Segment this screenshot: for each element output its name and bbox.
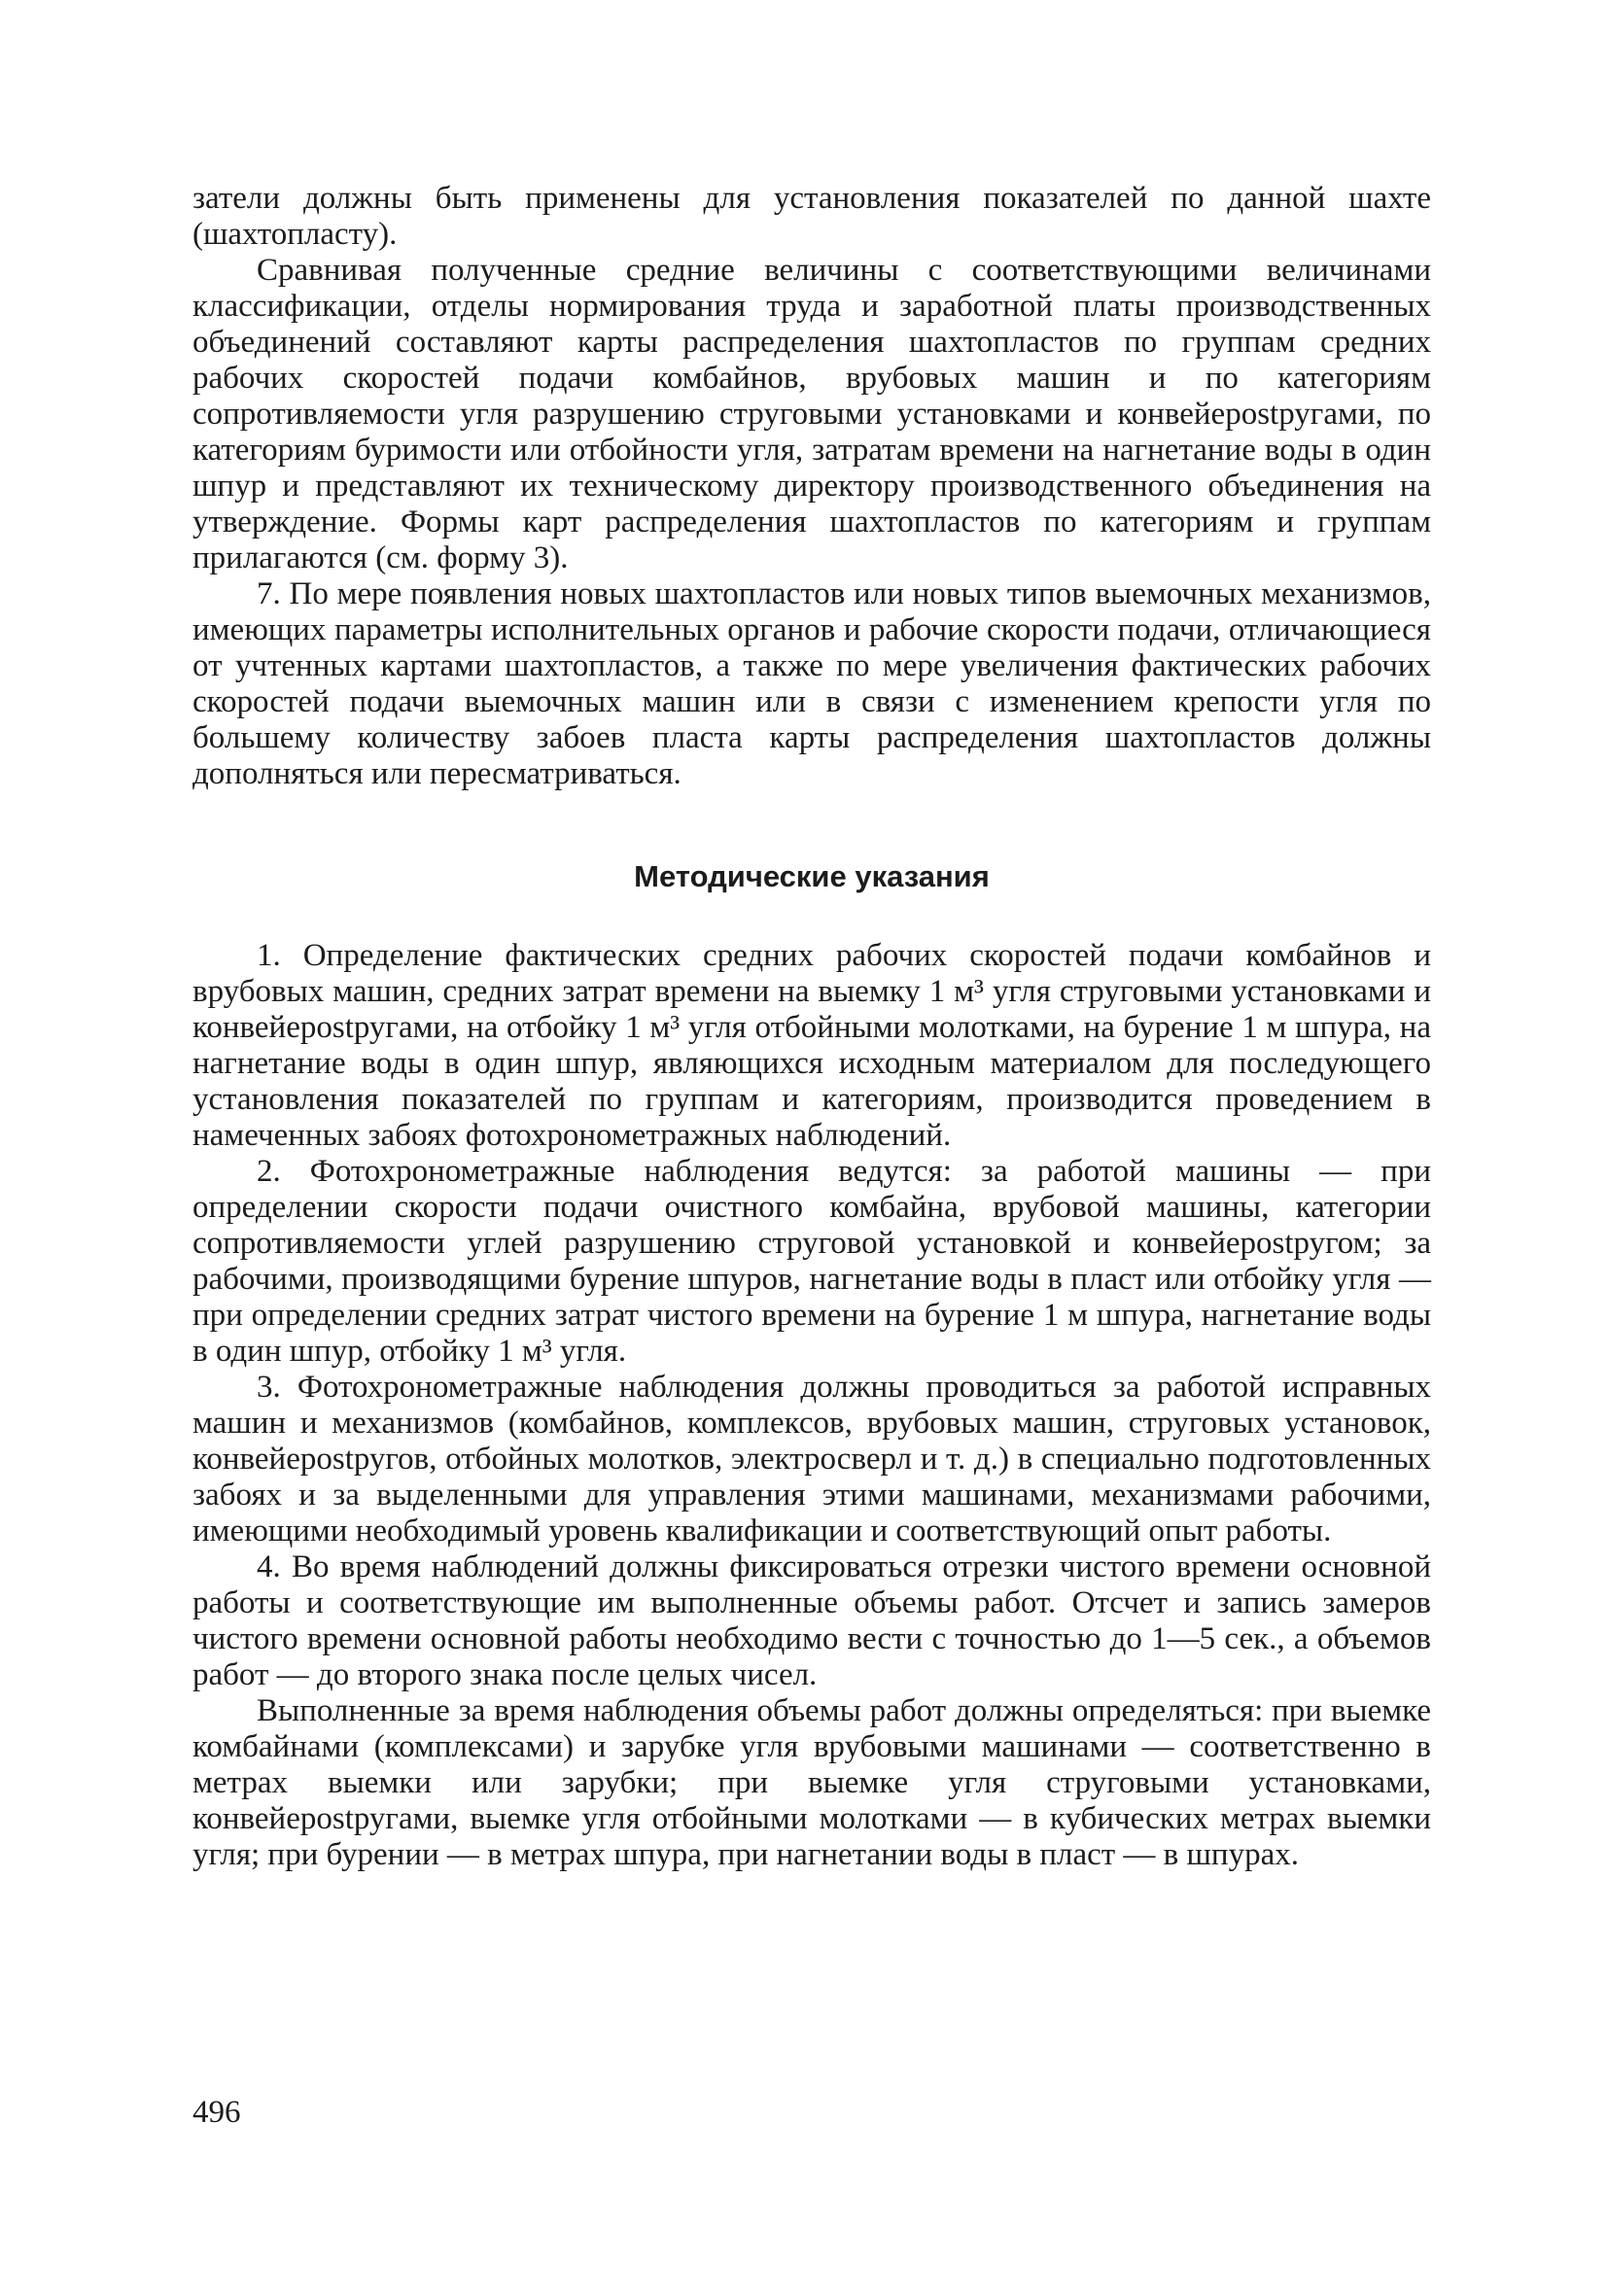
paragraph-item-4: 4. Во время наблюдений должны фиксироваться отрезки чистого времени основной работы и соответствующие им выполненные объемы работ. Отсчет и запись замеров чистого времени основной работы необходимо вести с точностью до 1—5 сек., а объемов работ — до второго знака после целых чисел. bbox=[192, 1549, 1431, 1692]
page-number: 496 bbox=[192, 2095, 241, 2130]
section-heading: Методические указания bbox=[634, 859, 990, 893]
paragraph-item-1: 1. Определение фактических средних рабочих скоростей подачи комбайнов и врубовых машин, средних затрат времени на выемку 1 м³ угля струговыми установками и конвейероstругами, на отбойку 1 м³ угля отбойными молотками, на бурение 1 м шпура, на нагнетание воды в один шпур, являющихся исходным материалом для последующего установления показателей по группам и категориям, производится проведением в намеченных забоях фотохронометражных наблюдений. bbox=[192, 938, 1431, 1153]
paragraph-continuation: затели должны быть применены для установления показателей по данной шахте (шахтопласту). bbox=[192, 181, 1431, 252]
paragraph-item-3: 3. Фотохронометражные наблюдения должны проводиться за работой исправных машин и механизмов (комбайнов, комплексов, врубовых машин, струговых установок, конвейероstругов, отбойных молотков, электросверл и т. д.) в специально подготовленных забоях и за выделенными для управления этими машинами, механизмами рабочими, имеющими необходимый уровень квалификации и соответствующий опыт работы. bbox=[192, 1370, 1431, 1548]
paragraph-item-7: 7. По мере появления новых шахтопластов или новых типов выемочных механизмов, имеющих параметры исполнительных органов и рабочие скорости подачи, отличающиеся от учтенных картами шахтопластов, а также по мере увеличения фактических рабочих скоростей подачи выемочных машин или в связи с изменением крепости угля по большему количеству забоев пласта карты распределения шахтопластов должны дополняться или пересматриваться. bbox=[192, 576, 1431, 791]
paragraph-item-2: 2. Фотохронометражные наблюдения ведутся: за работой машины — при определении скорости подачи очистного комбайна, врубовой машины, категории сопротивляемости углей разрушению струговой установкой и конвейероstругом; за рабочими, производящими бурение шпуров, нагнетание воды в пласт или отбойку угля — при определении средних затрат чистого времени на бурение 1 м шпура, нагнетание воды в один шпур, отбойку 1 м³ угля. bbox=[192, 1154, 1431, 1369]
paragraph-classification-comparison: Сравнивая полученные средние величины с соответствующими величинами классификации, отделы нормирования труда и заработной платы производственных объединений составляют карты распределения шахтопластов по группам средних рабочих скоростей подачи комбайнов, врубовых машин и по категориям сопротивляемости угля разрушению струговыми установками и конвейерostругами, по категориям буримости или отбойности угля, затратам времени на нагнетание воды в один шпур и представляют их техническому директору производственного объединения на утверждение. Формы карт распределения шахтопластов по категориям и группам прилагаются (см. форму 3). bbox=[192, 253, 1431, 575]
paragraph-work-volumes: Выполненные за время наблюдения объемы работ должны определяться: при выемке комбайнами (комплексами) и зарубке угля врубовыми машинами — соответственно в метрах выемки или зарубки; при выемке угля струговыми установками, конвейероstругами, выемке угля отбойными молотками — в кубических метрах выемки угля; при бурении — в метрах шпура, при нагнетании воды в пласт — в шпурах. bbox=[192, 1693, 1431, 1872]
page-body bbox=[192, 181, 1431, 1873]
